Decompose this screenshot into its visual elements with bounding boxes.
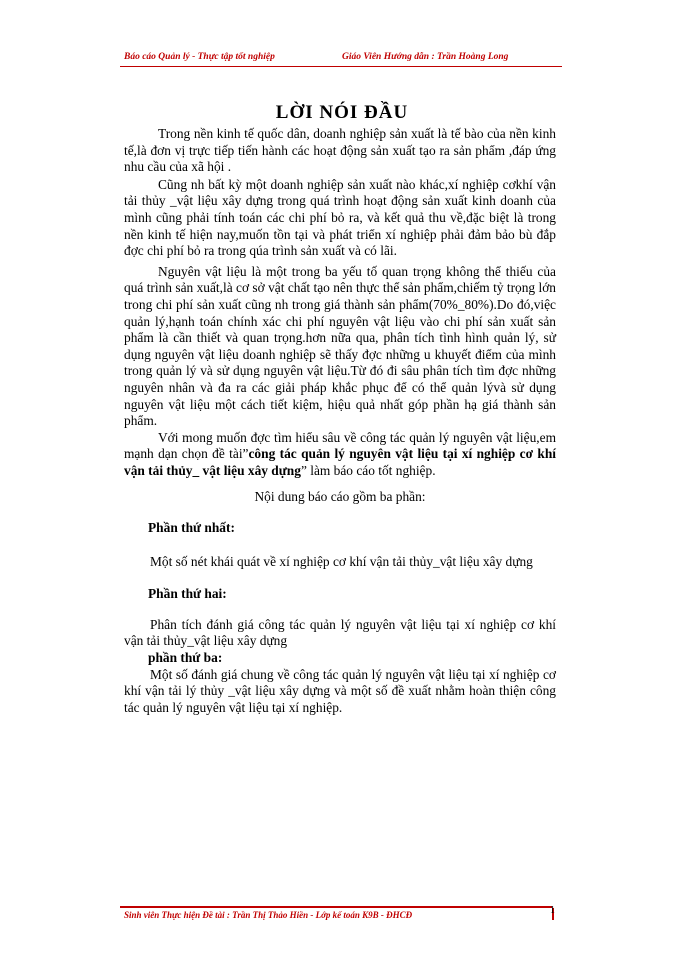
page-title xyxy=(0,102,700,124)
paragraph-3: Nguyên vật liệu là một trong ba yếu tố quan trọng không thể thiếu của quá trình sản xuất,là cơ sở vật chất tạo nên thực thể sản phẩm,chiếm tỷ trọng lớn trong chi phí sản xuất cũng nh trong giá thành sản phẩm(70%_80%).Do đó,việc quản lý,hạnh toán chính xác chi phí nguyên vật liệu vào chi phí sản xuất sản phẩm là cần thiết và quan trọng.hơn nữa qua, phân tích tình hình quản lý, sử dụng nguyên vật liệu doanh nghiệp sẽ thấy đợc những u khuyết điểm của mình trong quản lý và sử dụng nguyên vật liệu.Từ đó đi sâu phân tích tìm đợc những nguyên nhân và đa ra các giải pháp khắc phục để có thể quản lývà sử dụng nguyên vật liệu một cách tiết kiệm, hiệu quả nhất góp phần hạ giá thành sản phẩm. xyxy=(124,263,556,429)
page-footer xyxy=(120,908,552,922)
header-right-text: Giáo Viên Hướng dẫn : Trần Hoàng Long xyxy=(342,52,509,62)
part-3-text: Một số đánh giá chung về công tác quản lý nguyên vật liệu tại xí nghiệp cơ khí vận tải lý thủy _vật liệu xây dựng và một số đề xuất nhằm hoàn thiện công tác quản lý nguyên vật liệu tại xí nghiệp. xyxy=(124,666,556,715)
document-body xyxy=(124,126,556,716)
paragraph-2: Cũng nh bất kỳ một doanh nghiệp sản xuất nào khác,xí nghiệp cơkhí vận tải thủy _vật liệu xây dựng trong quá trình hoạt động sản xuất kinh doanh của mình cũng phải tính toán các chi phí bỏ ra, và kết quả thu về,đặc biệt là trong nền kinh tế hiện nay,muốn tồn tại và phát triển xí nghiệp phải đảm bảo bù đắp đợc chi phí bỏ ra trong qúa trình sản xuất và có lãi. xyxy=(124,176,556,259)
footer-text: Sinh viên Thực hiện Đề tài : Trần Thị Thảo Hiền - Lớp kế toán K9B - ĐHCĐ xyxy=(124,910,413,920)
page-number: 1 xyxy=(550,905,555,916)
paragraph-4-lead: Với mong muốn đợc tìm hiểu sâu về công tác quản lý nguyên vật liệu,em mạnh dạn chọn đề tài” xyxy=(124,429,556,462)
page-title-text: LỜI NÓI ĐẦU xyxy=(275,102,409,123)
part-2-title: Phần thứ hai: xyxy=(148,586,227,602)
thesis-topic: công tác quản lý nguyên vật liệu tại xí nghiệp cơ khí vận tải thủy_ vật liệu xây dựng xyxy=(124,446,556,478)
part-1-text: Một số nét khái quát về xí nghiệp cơ khí vận tải thủy_vật liệu xây dựng xyxy=(150,553,533,569)
part-2-text: Phân tích đánh giá công tác quản lý nguyên vật liệu tại xí nghiệp cơ khí vận tải thủy_vật liệu xây dựng xyxy=(124,616,556,649)
page-header xyxy=(120,50,562,66)
paragraph-1: Trong nền kinh tế quốc dân, doanh nghiệp sản xuất là tế bào của nền kinh tế,là đơn vị trực tiếp tiến hành các hoạt động sản xuất tạo ra sản phẩm ,đáp ứng nhu cầu của xã hội . xyxy=(124,126,556,175)
header-left-text: Báo cáo Quản lý - Thực tập tốt nghiệp xyxy=(124,52,275,62)
part-1-title: Phần thứ nhất: xyxy=(148,520,235,536)
content-intro: Nội dung báo cáo gồm ba phần: xyxy=(254,489,426,505)
paragraph-4-tail: ” làm báo cáo tốt nghiệp. xyxy=(300,462,436,478)
paragraph-4 xyxy=(124,430,556,480)
part-3-title: phần thứ ba: xyxy=(148,650,223,666)
header-rule xyxy=(120,66,562,67)
